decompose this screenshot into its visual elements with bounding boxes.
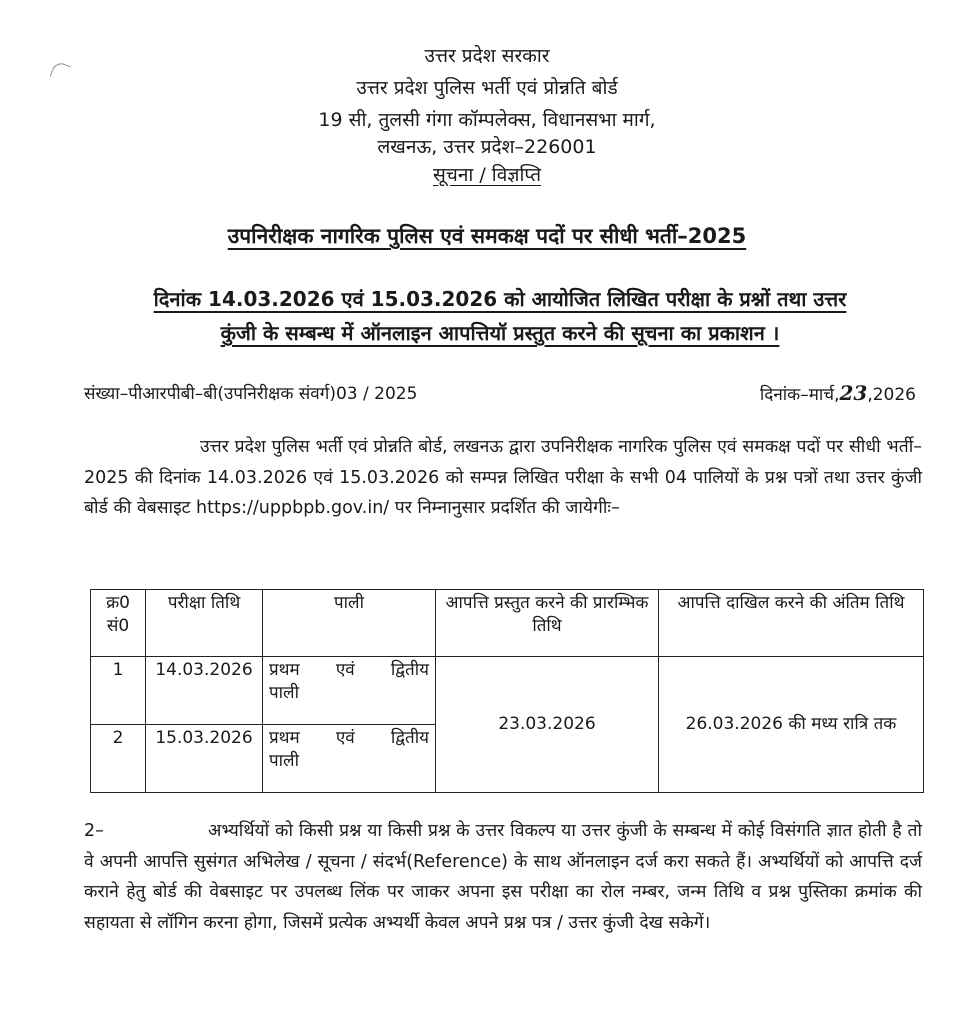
header-exam-date: परीक्षा तिथि <box>146 590 263 657</box>
row-2-shift-a: प्रथम एवं द्वितीय <box>269 728 429 748</box>
header-end-date: आपत्ति दाखिल करने की अंतिम तिथि <box>659 590 924 657</box>
row-1-serial: 1 <box>91 657 146 725</box>
reference-date-year: ,2026 <box>867 385 916 405</box>
header-shift: पाली <box>263 590 436 657</box>
row-1-shift <box>263 657 436 725</box>
row-2-date: 15.03.2026 <box>146 725 263 793</box>
notice-subject-line-2: कुंजी के सम्बन्ध में ऑनलाइन आपत्तियॉ प्रस्तुत करने की सूचना का प्रकाशन । <box>220 321 780 345</box>
table-header-row <box>91 590 924 657</box>
schedule-table <box>90 589 924 793</box>
header-government: उत्तर प्रदेश सरकार <box>424 45 550 67</box>
header-start-date: आपत्ति प्रस्तुत करने की प्रारम्भिक तिथि <box>436 590 659 657</box>
notice-subject-line-1: दिनांक 14.03.2026 एवं 15.03.2026 को आयोजित लिखित परीक्षा के प्रश्नों तथा उत्तर <box>153 287 847 311</box>
header-address: 19 सी, तुलसी गंगा कॉम्पलेक्स, विधानसभा मार्ग, <box>318 109 656 131</box>
notice-title: उपनिरीक्षक नागरिक पुलिस एवं समकक्ष पदों पर सीधी भर्ती–2025 <box>227 224 747 248</box>
header-serial: क्र0 सं0 <box>91 590 146 657</box>
row-1-shift-b: पाली <box>269 683 299 703</box>
reference-number: संख्या–पीआरपीबी–बी(उपनिरीक्षक संवर्ग)03 / 2025 <box>84 384 418 404</box>
row-1-shift-a: प्रथम एवं द्वितीय <box>269 660 429 680</box>
header-city: लखनऊ, उत्तर प्रदेश–226001 <box>377 136 597 158</box>
row-2-shift-b: पाली <box>269 751 299 771</box>
reference-date-day: 23 <box>839 381 868 405</box>
reference-date <box>760 381 916 405</box>
paragraph-2-text: अभ्यर्थियों को किसी प्रश्न या किसी प्रश्न के उत्तर विकल्प या उत्तर कुंजी के सम्बन्ध में कोई विसंगति ज्ञात होती है तो वे अपनी आपत्ति सुसंगत अभिलेख / सूचना / संदर्भ(Reference) के साथ ऑनलाइन दर्ज करा सकते हैं। अभ्यर्थियों को आपत्ति दर्ज कराने हेतु बोर्ड की वेबसाइट पर उपलब्ध लिंक पर जाकर अपना इस परीक्षा का रोल नम्बर, जन्म तिथि व प्रश्न पुस्तिका क्रमांक की सहायता से लॉगिन करना होगा, जिसमें प्रत्येक अभ्यर्थी केवल अपने प्रश्न पत्र / उत्तर कुंजी देख सकेगें। <box>84 821 922 933</box>
start-date-cell: 23.03.2026 <box>436 657 659 793</box>
paragraph-1: उत्तर प्रदेश पुलिस भर्ती एवं प्रोन्नति बोर्ड, लखनऊ द्वारा उपनिरीक्षक नागरिक पुलिस एवं समकक्ष पदों पर सीधी भर्ती–2025 की दिनांक 14.03.2026 एवं 15.03.2026 को सम्पन्न लिखित परीक्षा के सभी 04 पालियों के प्रश्न पत्रों तथा उत्तर कुंजी बोर्ड की वेबसाइट https://uppbpb.gov.in/ पर निम्नानुसार प्रदर्शित की जायेगीः– <box>84 437 922 518</box>
paragraph-2-number: 2– <box>84 821 104 841</box>
row-2-shift <box>263 725 436 793</box>
reference-date-prefix: दिनांक–मार्च, <box>759 385 840 405</box>
paragraph-2 <box>84 816 922 938</box>
header-board-name: उत्तर प्रदेश पुलिस भर्ती एवं प्रोन्नति बोर्ड <box>356 77 618 99</box>
header-notice-label: सूचना / विज्ञप्ति <box>432 164 542 186</box>
row-2-serial: 2 <box>91 725 146 793</box>
end-date-cell: 26.03.2026 की मध्य रात्रि तक <box>659 657 924 793</box>
table-row <box>91 657 924 725</box>
row-1-date: 14.03.2026 <box>146 657 263 725</box>
